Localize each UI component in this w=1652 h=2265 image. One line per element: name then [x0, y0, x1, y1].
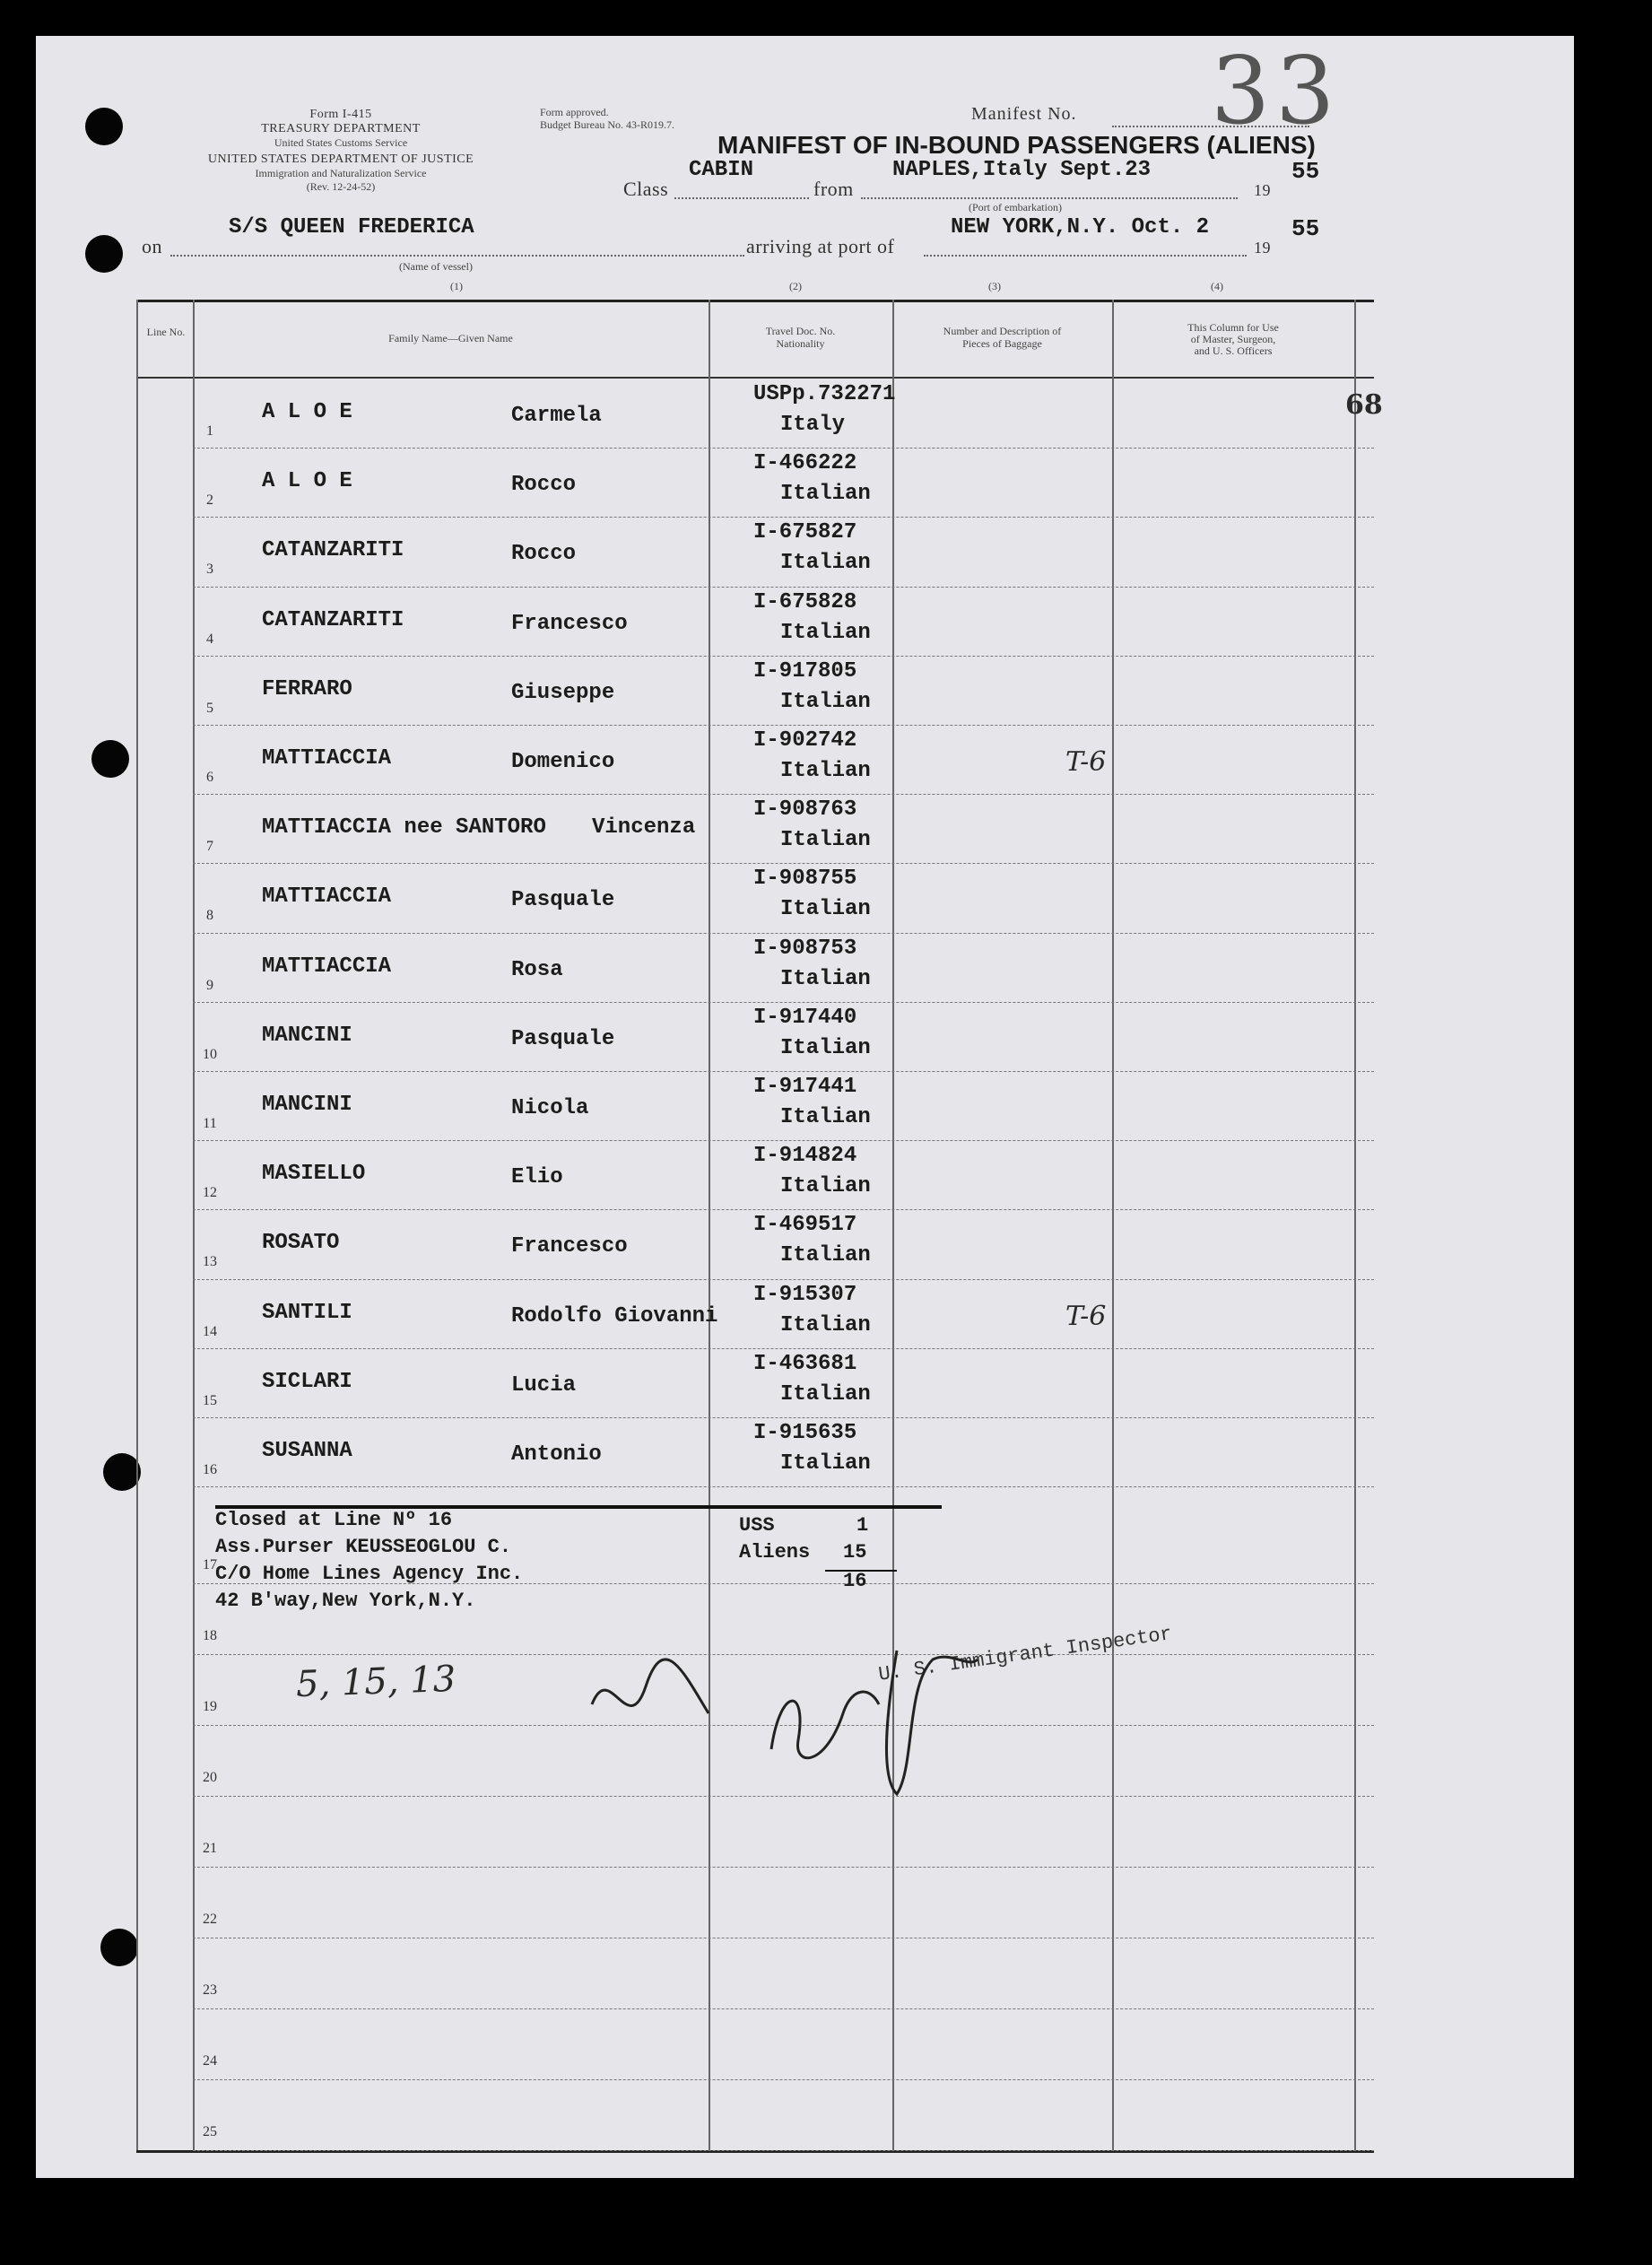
nationality: Italian — [780, 759, 871, 783]
given-name: Rocco — [511, 542, 577, 567]
col-header-officers-2: of Master, Surgeon, — [1190, 333, 1276, 345]
line-number: 12 — [203, 1185, 217, 1201]
line-number: 8 — [206, 908, 213, 924]
punch-hole — [85, 108, 123, 145]
line-number: 13 — [203, 1254, 217, 1270]
class-label: Class — [623, 178, 669, 200]
row-divider — [193, 448, 1374, 449]
nationality: Italian — [780, 1105, 871, 1129]
nationality: Italian — [780, 828, 871, 853]
page-number: 33 — [1211, 36, 1341, 145]
row-divider — [193, 863, 1374, 864]
row-divider — [193, 1348, 1374, 1349]
aliens-label: Aliens — [739, 1541, 811, 1564]
punch-hole — [85, 235, 123, 273]
family-name: CATANZARITI — [262, 538, 404, 563]
vessel-name: S/S QUEEN FREDERICA — [229, 215, 474, 240]
arr-year-prefix: 19 — [1254, 239, 1271, 257]
line-number: 22 — [203, 1912, 217, 1927]
given-name: Lucia — [511, 1372, 577, 1398]
travel-doc-number: I-917440 — [753, 1005, 857, 1030]
given-name: Carmela — [511, 404, 602, 428]
travel-doc-number: I-466222 — [753, 451, 857, 476]
col-header-nationality: Nationality — [776, 337, 825, 350]
col-number-3: (3) — [988, 280, 1001, 292]
nationality: Italian — [780, 1451, 871, 1476]
travel-doc-number: I-908755 — [753, 867, 857, 892]
line-number: 7 — [206, 839, 213, 855]
line-number: 14 — [203, 1323, 217, 1339]
manifest-page — [36, 36, 1574, 2178]
line-number: 16 — [203, 1462, 217, 1477]
family-name: MASIELLO — [262, 1162, 366, 1187]
row-divider — [193, 933, 1374, 934]
family-name: SANTILI — [262, 1300, 352, 1325]
port-embark-caption: (Port of embarkation) — [969, 201, 1062, 213]
form-id: Form I-415 — [309, 108, 372, 121]
travel-doc-number: I-469517 — [753, 1213, 857, 1238]
col-number-2: (2) — [789, 280, 802, 292]
arriving-label: arriving at port of — [746, 235, 895, 257]
travel-doc-number: USPp.732271 — [753, 382, 896, 406]
family-name: MATTIACCIA — [262, 954, 392, 979]
inspector-stamp: U. S. Immigrant Inspector — [877, 1623, 1174, 1686]
given-name: Rosa — [511, 957, 563, 982]
travel-doc-number: I-915307 — [753, 1282, 857, 1307]
justice-dept: UNITED STATES DEPARTMENT OF JUSTICE — [207, 152, 474, 166]
family-name: MATTIACCIA nee SANTORO — [262, 815, 546, 841]
line-number: 24 — [203, 2053, 217, 2069]
year-value: 55 — [1291, 158, 1320, 185]
customs-service: United States Customs Service — [274, 136, 408, 149]
row-divider — [193, 1209, 1374, 1210]
row-divider — [193, 2008, 1374, 2009]
given-name: Francesco — [511, 611, 628, 636]
punch-hole — [91, 740, 129, 778]
closing-line-1: Closed at Line Nº 16 — [215, 1509, 453, 1531]
nationality: Italian — [780, 1035, 871, 1060]
line-number: 20 — [203, 1770, 217, 1785]
nationality: Italian — [780, 1243, 871, 1268]
given-name: Antonio — [511, 1442, 602, 1467]
given-name: Pasquale — [511, 888, 615, 913]
line-number: 5 — [206, 700, 213, 716]
line-number: 6 — [206, 770, 213, 785]
nationality: Italy — [780, 413, 846, 437]
uss-value: 1 — [856, 1514, 869, 1537]
line-number: 1 — [206, 423, 213, 439]
aliens-value: 15 — [843, 1541, 867, 1564]
nationality: Italian — [780, 1312, 871, 1337]
family-name: SICLARI — [262, 1369, 352, 1394]
family-name: MANCINI — [262, 1093, 352, 1117]
given-name: Rocco — [511, 473, 577, 498]
line-number: 23 — [203, 1982, 217, 1998]
col-header-officers-3: and U. S. Officers — [1194, 344, 1273, 357]
nationality: Italian — [780, 551, 871, 576]
given-name: Rodolfo Giovanni — [511, 1303, 718, 1329]
budget-bureau: Budget Bureau No. 43-R019.7. — [540, 118, 674, 131]
ins-service: Immigration and Naturalization Service — [255, 167, 427, 179]
line-number: 21 — [203, 1841, 217, 1856]
line-number: 19 — [203, 1699, 217, 1714]
arr-year-value: 55 — [1291, 215, 1320, 242]
nationality: Italian — [780, 1381, 871, 1407]
travel-doc-number: I-908763 — [753, 797, 857, 823]
family-name: MANCINI — [262, 1023, 352, 1048]
family-name: CATANZARITI — [262, 607, 404, 632]
travel-doc-number: I-917805 — [753, 658, 857, 684]
closing-line-2: Ass.Purser KEUSSEOGLOU C. — [215, 1536, 512, 1558]
travel-doc-number: I-675828 — [753, 589, 857, 614]
family-name: FERRARO — [262, 676, 352, 701]
row-divider — [193, 1486, 1374, 1487]
family-name: MATTIACCIA — [262, 746, 392, 771]
family-name: A L O E — [262, 469, 352, 494]
total-value: 16 — [843, 1570, 867, 1592]
nationality: Italian — [780, 1174, 871, 1199]
travel-doc-number: I-675827 — [753, 520, 857, 545]
travel-doc-number: I-915635 — [753, 1421, 857, 1445]
col-header-line-no: Line No. — [146, 326, 186, 338]
line-number: 18 — [203, 1628, 217, 1643]
uss-label: USS — [739, 1514, 775, 1537]
line-number: 10 — [203, 1046, 217, 1062]
punch-hole — [100, 1929, 138, 1966]
col-header-baggage-2: Pieces of Baggage — [962, 337, 1042, 350]
year-prefix: 19 — [1254, 181, 1271, 199]
given-name: Pasquale — [511, 1026, 615, 1051]
family-name: ROSATO — [262, 1231, 340, 1256]
line-number: 17 — [203, 1557, 217, 1572]
travel-doc-number: I-902742 — [753, 728, 857, 753]
closing-line-3: C/O Home Lines Agency Inc. — [215, 1563, 524, 1585]
col-number-1: (1) — [450, 280, 463, 292]
arriving-value: NEW YORK,N.Y. Oct. 2 — [951, 215, 1210, 240]
col-number-4: (4) — [1211, 280, 1223, 292]
class-value: CABIN — [689, 158, 754, 182]
officer-note: 68 — [1345, 389, 1383, 421]
nationality: Italian — [780, 482, 871, 507]
nationality: Italian — [780, 689, 871, 714]
given-name: Vincenza — [592, 815, 696, 841]
row-divider — [193, 656, 1374, 657]
row-divider — [193, 725, 1374, 726]
closing-line-4: 42 B'way,New York,N.Y. — [215, 1590, 476, 1612]
col-header-name: Family Name—Given Name — [388, 332, 513, 344]
col-header-baggage: Number and Description of — [943, 325, 1062, 337]
line-number: 4 — [206, 631, 213, 647]
family-name: A L O E — [262, 400, 352, 424]
on-label: on — [142, 235, 162, 257]
treasury-dept: TREASURY DEPARTMENT — [261, 122, 421, 135]
baggage-description: T-6 — [1065, 746, 1107, 778]
travel-doc-number: I-908753 — [753, 936, 857, 961]
row-divider — [193, 587, 1374, 588]
vessel-caption: (Name of vessel) — [399, 260, 473, 273]
form-approved: Form approved. — [540, 106, 609, 118]
travel-doc-number: I-914824 — [753, 1144, 857, 1169]
row-divider — [193, 517, 1374, 518]
given-name: Nicola — [511, 1096, 589, 1120]
handwritten-tally: 5, 15, 13 — [295, 1658, 456, 1706]
inspector-signature — [574, 1633, 987, 1812]
row-divider — [193, 1279, 1374, 1280]
line-number: 15 — [203, 1392, 217, 1408]
row-divider — [193, 794, 1374, 795]
revision: (Rev. 12-24-52) — [306, 180, 376, 193]
family-name: MATTIACCIA — [262, 884, 392, 910]
row-divider — [193, 1417, 1374, 1418]
row-divider — [193, 2150, 1374, 2151]
given-name: Elio — [511, 1165, 563, 1190]
nationality: Italian — [780, 966, 871, 991]
nationality: Italian — [780, 620, 871, 645]
given-name: Francesco — [511, 1234, 628, 1259]
col-header-doc: Travel Doc. No. — [765, 325, 836, 337]
travel-doc-number: I-463681 — [753, 1351, 857, 1376]
row-divider — [193, 1867, 1374, 1868]
col-header-officers: This Column for Use — [1187, 321, 1279, 334]
given-name: Domenico — [511, 750, 615, 774]
from-label: from — [813, 178, 854, 200]
row-divider — [193, 1071, 1374, 1072]
baggage-description: T-6 — [1065, 1300, 1107, 1332]
from-value: NAPLES,Italy Sept.23 — [892, 158, 1152, 182]
row-divider — [193, 1002, 1374, 1003]
family-name: SUSANNA — [262, 1439, 352, 1463]
row-divider — [193, 2079, 1374, 2080]
line-number: 11 — [203, 1116, 217, 1131]
row-divider — [193, 1140, 1374, 1141]
line-number: 25 — [203, 2124, 217, 2139]
line-number: 9 — [206, 977, 213, 993]
manifest-title: MANIFEST OF IN-BOUND PASSENGERS (ALIENS) — [717, 131, 1316, 159]
nationality: Italian — [780, 897, 871, 922]
line-number: 2 — [206, 492, 213, 509]
travel-doc-number: I-917441 — [753, 1075, 857, 1099]
punch-hole — [103, 1453, 141, 1491]
given-name: Giuseppe — [511, 680, 615, 705]
line-number: 3 — [206, 562, 213, 578]
manifest-no-label: Manifest No. — [971, 104, 1077, 124]
